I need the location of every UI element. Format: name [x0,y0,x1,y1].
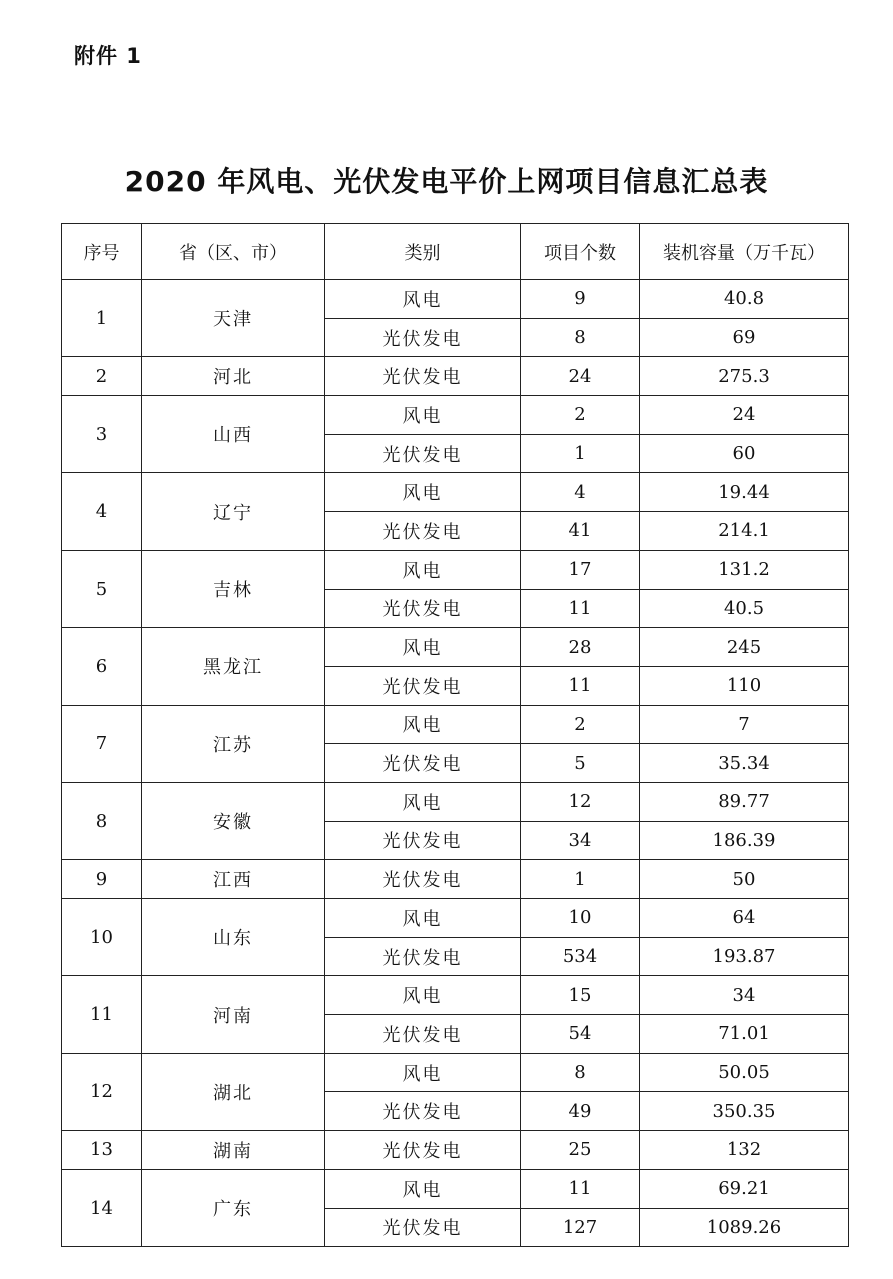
capacity-cell: 24 [640,396,849,435]
project-count-cell: 5 [521,744,640,783]
province-cell: 湖南 [142,1131,325,1170]
table-row [62,782,849,821]
capacity-cell: 1089.26 [640,1208,849,1247]
project-count-cell: 4 [521,473,640,512]
category-cell: 光伏发电 [325,1092,521,1131]
province-cell: 山西 [142,396,325,473]
project-count-cell: 25 [521,1131,640,1170]
document-title: 2020 年风电、光伏发电平价上网项目信息汇总表 [124,165,769,198]
category-cell: 风电 [325,396,521,435]
row-index-cell: 4 [62,473,142,550]
table-row [62,899,849,938]
table-row [62,550,849,589]
row-index-cell: 9 [62,860,142,899]
capacity-cell: 193.87 [640,937,849,976]
category-cell: 风电 [325,473,521,512]
table-header [62,224,849,280]
capacity-cell: 110 [640,666,849,705]
province-cell: 天津 [142,280,325,357]
capacity-cell: 40.8 [640,280,849,319]
project-count-cell: 1 [521,860,640,899]
table-row [62,1053,849,1092]
capacity-cell: 350.35 [640,1092,849,1131]
table-row [62,1131,849,1170]
row-index-cell: 1 [62,280,142,357]
category-cell: 光伏发电 [325,821,521,860]
category-cell: 光伏发电 [325,434,521,473]
province-cell: 河南 [142,976,325,1053]
category-cell: 风电 [325,976,521,1015]
province-cell: 辽宁 [142,473,325,550]
capacity-cell: 214.1 [640,512,849,551]
category-cell: 风电 [325,550,521,589]
project-count-cell: 49 [521,1092,640,1131]
project-count-cell: 8 [521,1053,640,1092]
row-index-cell: 7 [62,705,142,782]
table-row [62,473,849,512]
table-row [62,357,849,396]
table-body [62,280,849,1247]
province-cell: 山东 [142,899,325,976]
category-cell: 光伏发电 [325,589,521,628]
province-cell: 河北 [142,357,325,396]
header-project-count: 项目个数 [521,224,640,280]
category-cell: 光伏发电 [325,1015,521,1054]
table-row [62,396,849,435]
project-count-cell: 127 [521,1208,640,1247]
project-count-cell: 2 [521,396,640,435]
capacity-cell: 275.3 [640,357,849,396]
header-category: 类别 [325,224,521,280]
category-cell: 风电 [325,705,521,744]
project-count-cell: 1 [521,434,640,473]
category-cell: 风电 [325,1169,521,1208]
capacity-cell: 245 [640,628,849,667]
header-index: 序号 [62,224,142,280]
table-row [62,280,849,319]
row-index-cell: 13 [62,1131,142,1170]
province-cell: 安徽 [142,782,325,859]
row-index-cell: 10 [62,899,142,976]
row-index-cell: 5 [62,550,142,627]
capacity-cell: 40.5 [640,589,849,628]
capacity-cell: 34 [640,976,849,1015]
row-index-cell: 3 [62,396,142,473]
province-cell: 广东 [142,1169,325,1246]
table-row [62,705,849,744]
capacity-cell: 71.01 [640,1015,849,1054]
project-count-cell: 534 [521,937,640,976]
category-cell: 风电 [325,628,521,667]
capacity-cell: 69 [640,318,849,357]
capacity-cell: 89.77 [640,782,849,821]
header-capacity: 装机容量（万千瓦） [640,224,849,280]
project-count-cell: 8 [521,318,640,357]
row-index-cell: 8 [62,782,142,859]
project-count-cell: 2 [521,705,640,744]
category-cell: 光伏发电 [325,1131,521,1170]
category-cell: 光伏发电 [325,937,521,976]
row-index-cell: 14 [62,1169,142,1246]
category-cell: 光伏发电 [325,318,521,357]
capacity-cell: 60 [640,434,849,473]
project-count-cell: 34 [521,821,640,860]
capacity-cell: 19.44 [640,473,849,512]
project-count-cell: 15 [521,976,640,1015]
row-index-cell: 12 [62,1053,142,1130]
row-index-cell: 2 [62,357,142,396]
province-cell: 湖北 [142,1053,325,1130]
category-cell: 光伏发电 [325,860,521,899]
category-cell: 风电 [325,782,521,821]
project-count-cell: 12 [521,782,640,821]
table-row [62,628,849,667]
category-cell: 风电 [325,899,521,938]
capacity-cell: 64 [640,899,849,938]
table-row [62,860,849,899]
project-summary-table [61,223,849,1247]
province-cell: 吉林 [142,550,325,627]
province-cell: 江西 [142,860,325,899]
capacity-cell: 35.34 [640,744,849,783]
header-row [62,224,849,280]
capacity-cell: 7 [640,705,849,744]
category-cell: 光伏发电 [325,512,521,551]
header-province: 省（区、市） [142,224,325,280]
capacity-cell: 50 [640,860,849,899]
project-count-cell: 9 [521,280,640,319]
province-cell: 江苏 [142,705,325,782]
project-count-cell: 10 [521,899,640,938]
category-cell: 光伏发电 [325,357,521,396]
capacity-cell: 69.21 [640,1169,849,1208]
capacity-cell: 186.39 [640,821,849,860]
project-count-cell: 41 [521,512,640,551]
project-count-cell: 11 [521,666,640,705]
row-index-cell: 11 [62,976,142,1053]
table-row [62,976,849,1015]
project-count-cell: 11 [521,589,640,628]
category-cell: 光伏发电 [325,1208,521,1247]
project-count-cell: 17 [521,550,640,589]
category-cell: 风电 [325,280,521,319]
project-count-cell: 11 [521,1169,640,1208]
category-cell: 光伏发电 [325,744,521,783]
category-cell: 光伏发电 [325,666,521,705]
project-count-cell: 54 [521,1015,640,1054]
project-count-cell: 28 [521,628,640,667]
capacity-cell: 50.05 [640,1053,849,1092]
category-cell: 风电 [325,1053,521,1092]
province-cell: 黑龙江 [142,628,325,705]
project-count-cell: 24 [521,357,640,396]
table-row [62,1169,849,1208]
row-index-cell: 6 [62,628,142,705]
attachment-label: 附件 1 [74,44,142,68]
capacity-cell: 132 [640,1131,849,1170]
capacity-cell: 131.2 [640,550,849,589]
